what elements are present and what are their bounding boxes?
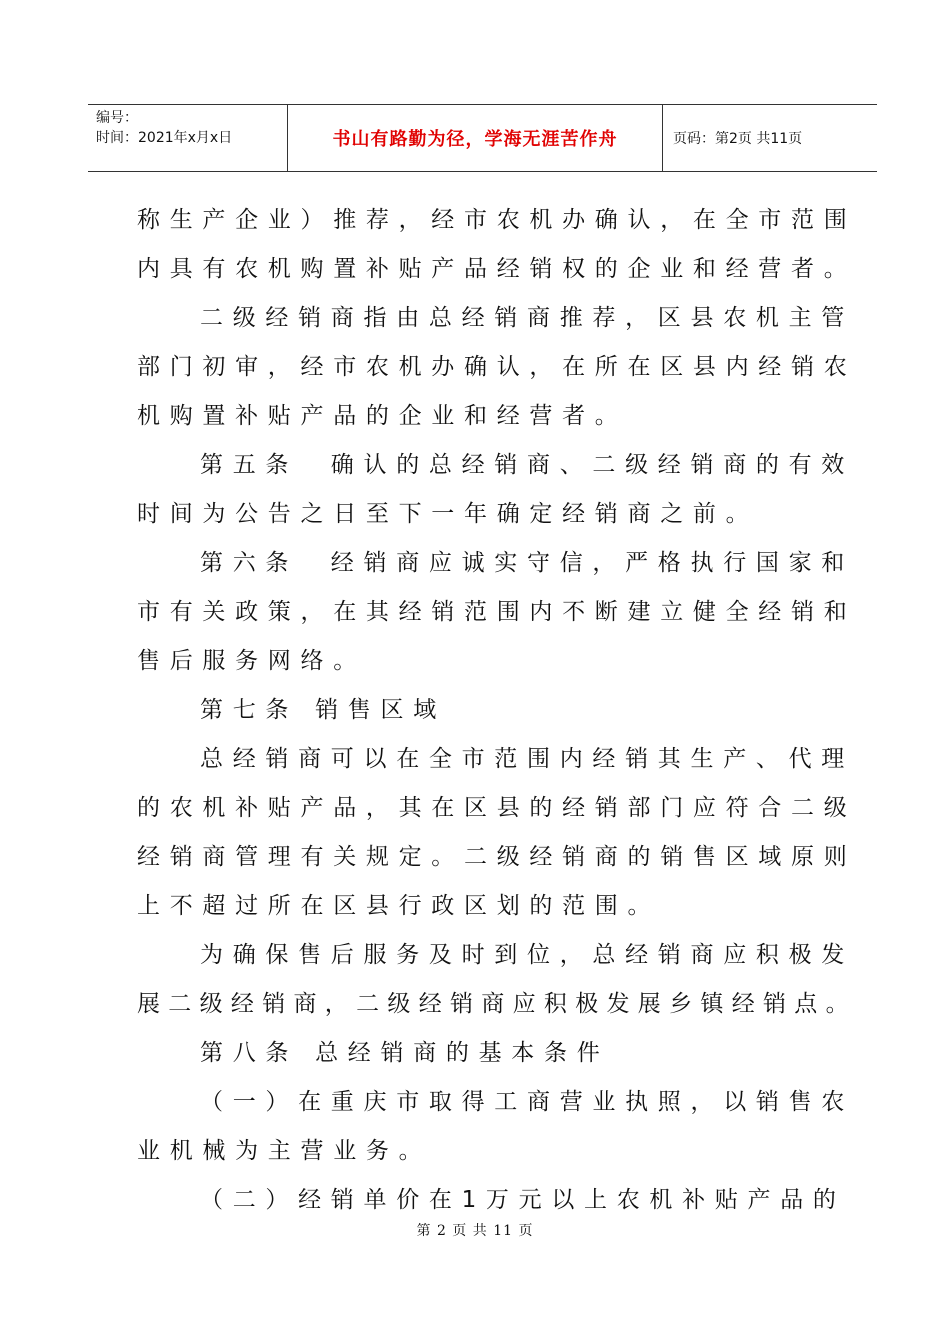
body-line: （二）经销单价在1万元以上农机补贴产品的 xyxy=(200,1187,846,1213)
page-footer: 第 2 页 共 11 页 xyxy=(416,1223,534,1239)
document-number-label: 编号： xyxy=(96,110,138,126)
body-line: 经销商管理有关规定。二级经销商的销售区域原则 xyxy=(137,844,857,870)
body-line: 内具有农机购置补贴产品经销权的企业和经营者。 xyxy=(137,256,857,282)
page-header xyxy=(88,104,877,172)
body-line: 时间为公告之日至下一年确定经销商之前。 xyxy=(137,501,759,527)
body-line: 第五条 确认的总经销商、二级经销商的有效 xyxy=(200,452,854,478)
header-motto: 书山有路勤为径，学海无涯苦作舟 xyxy=(332,129,618,150)
body-line: 展二级经销商，二级经销商应积极发展乡镇经销点。 xyxy=(137,991,857,1017)
body-line: 二级经销商指由总经销商推荐，区县农机主管 xyxy=(200,305,854,331)
body-line: 第七条 销售区域 xyxy=(200,697,446,723)
body-line: 售后服务网络。 xyxy=(137,648,366,674)
header-meta xyxy=(96,108,232,148)
header-page-info: 页码：第2页 共11页 xyxy=(673,131,803,147)
document-time-label: 时间：2021年x月x日 xyxy=(96,130,233,146)
body-line: 业机械为主营业务。 xyxy=(137,1138,432,1164)
body-line: 上不超过所在区县行政区划的范围。 xyxy=(137,893,661,919)
body-line: 机购置补贴产品的企业和经营者。 xyxy=(137,403,628,429)
body-line: 第八条 总经销商的基本条件 xyxy=(200,1040,610,1066)
body-line: 为确保售后服务及时到位，总经销商应积极发 xyxy=(200,942,854,968)
body-line: 总经销商可以在全市范围内经销其生产、代理 xyxy=(200,746,854,772)
body-line: 的农机补贴产品，其在区县的经销部门应符合二级 xyxy=(137,795,857,821)
body-line: 第六条 经销商应诚实守信，严格执行国家和 xyxy=(200,550,854,576)
body-line: 称生产企业）推荐，经市农机办确认，在全市范围 xyxy=(137,207,857,233)
body-line: （一）在重庆市取得工商营业执照，以销售农 xyxy=(200,1089,854,1115)
header-divider xyxy=(662,105,663,171)
body-line: 部门初审，经市农机办确认，在所在区县内经销农 xyxy=(137,354,857,380)
body-line: 市有关政策，在其经销范围内不断建立健全经销和 xyxy=(137,599,857,625)
